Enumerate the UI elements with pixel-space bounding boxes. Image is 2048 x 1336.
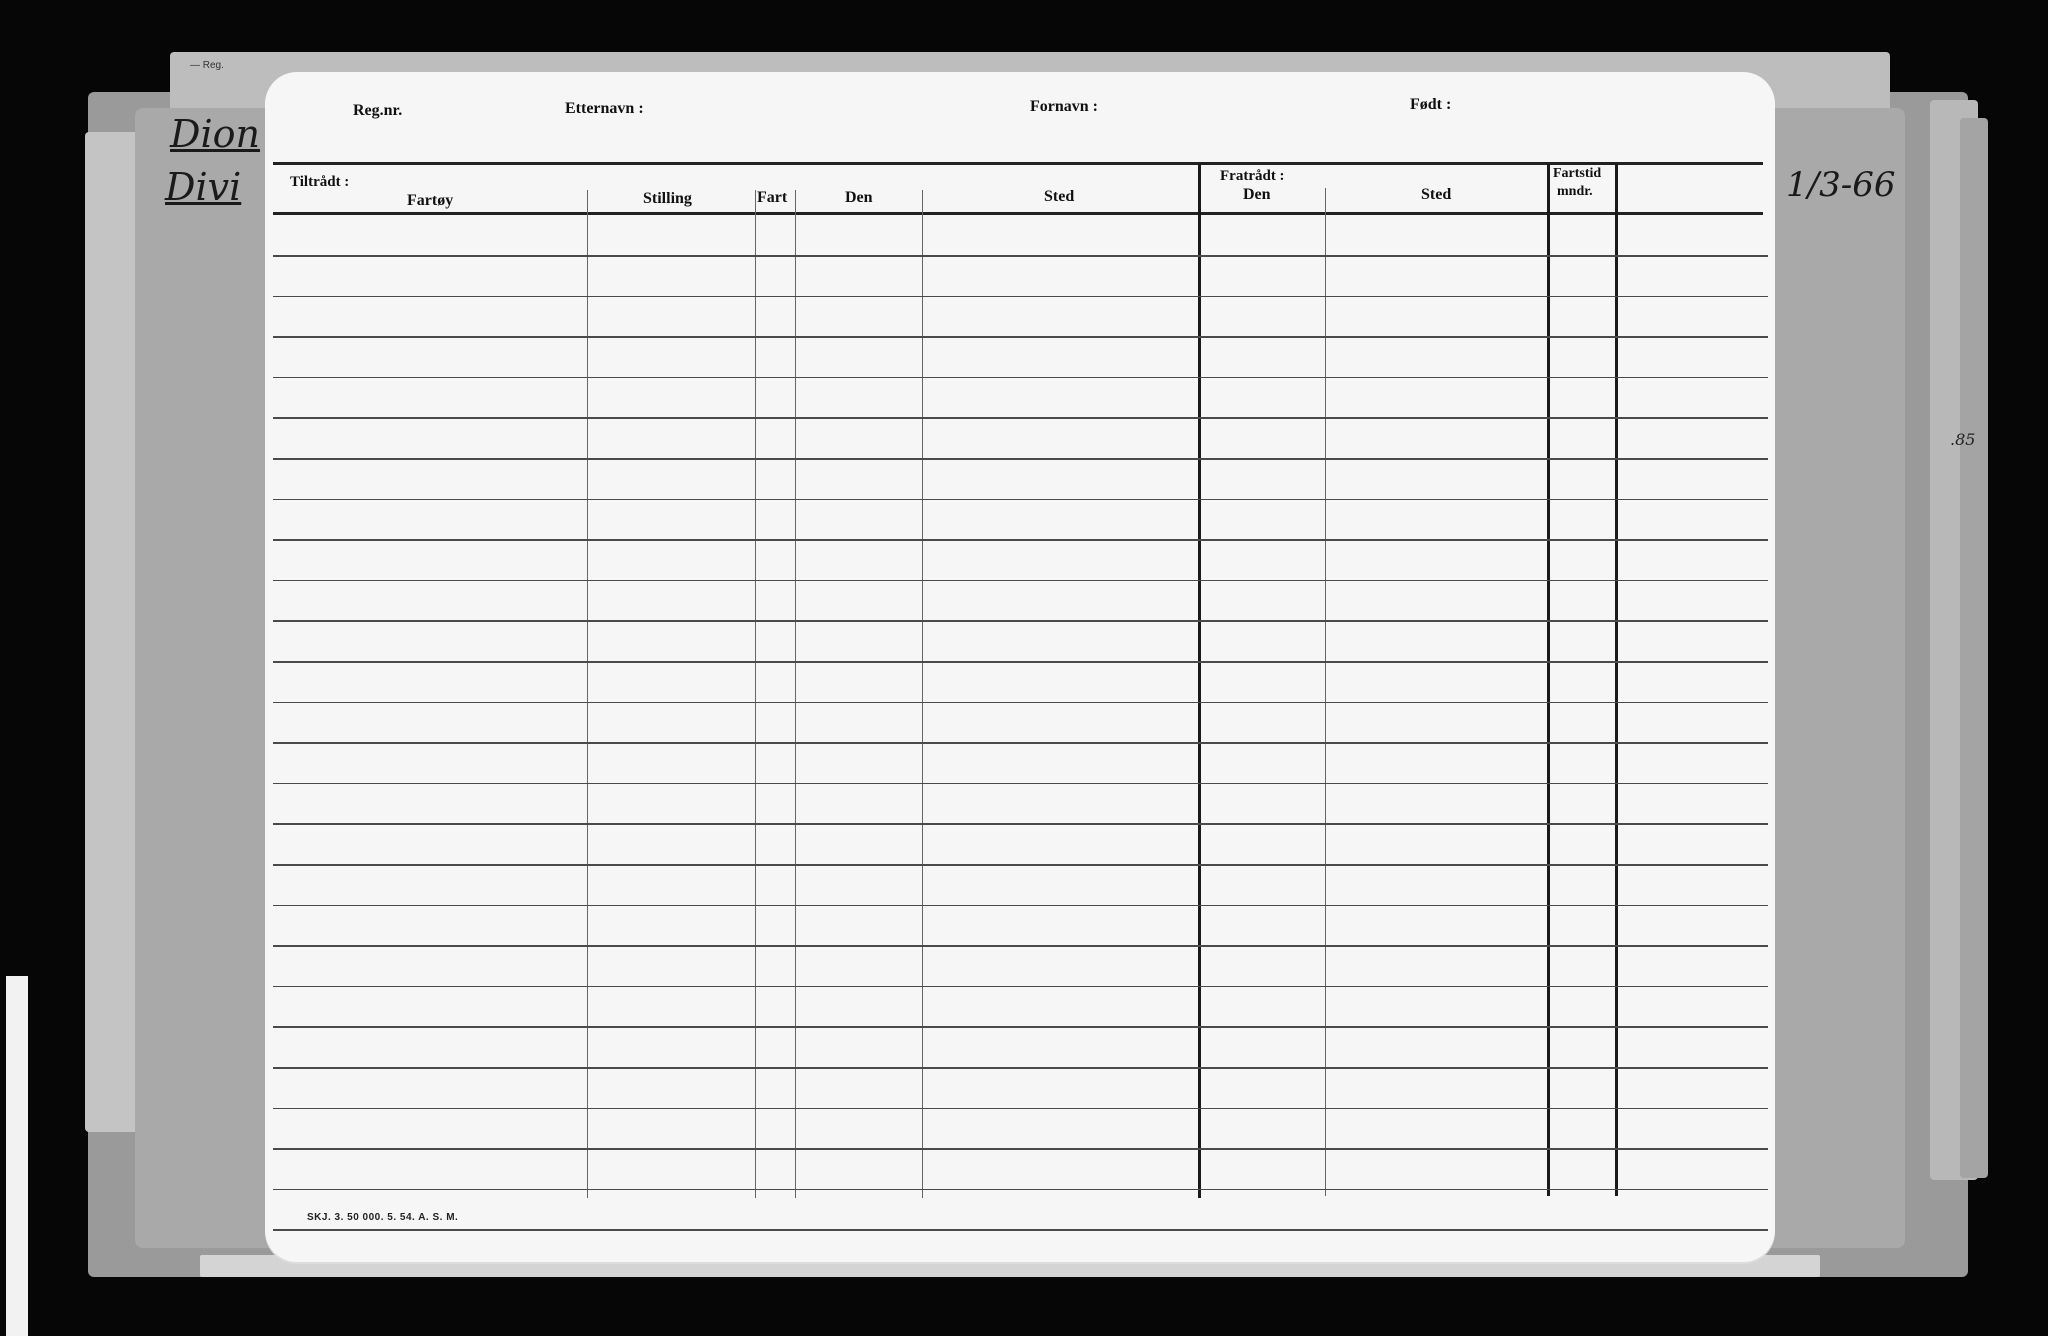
fratradt-label: Fratrådt : bbox=[1220, 168, 1285, 184]
table-row-line bbox=[273, 1067, 1768, 1069]
form-print-code: SKJ. 3. 50 000. 5. 54. A. S. M. bbox=[307, 1212, 459, 1223]
col-divider-fart-den bbox=[795, 190, 796, 1198]
header-bottom-rule bbox=[273, 212, 1763, 215]
table-row-line bbox=[273, 1026, 1768, 1028]
white-strip bbox=[6, 976, 28, 1336]
col-fart-header: Fart bbox=[757, 189, 788, 206]
register-card bbox=[265, 72, 1775, 1262]
table-row-line bbox=[273, 499, 1768, 501]
table-row-line bbox=[273, 377, 1768, 379]
col-den-header: Den bbox=[845, 189, 873, 206]
etternavn-label: Etternavn : bbox=[565, 100, 644, 117]
table-row-line bbox=[273, 1229, 1768, 1231]
handwritten-date: 1/3-66 bbox=[1786, 165, 1896, 205]
handwritten-side-note: .85 bbox=[1950, 430, 1976, 449]
tiltradt-label: Tiltrådt : bbox=[290, 174, 350, 190]
table-row-line bbox=[273, 783, 1768, 785]
table-row-line bbox=[273, 661, 1768, 663]
table-row-line bbox=[273, 1189, 1768, 1191]
col-mndr-header: mndr. bbox=[1557, 184, 1593, 199]
col-divider-stilling-fart bbox=[755, 190, 756, 1198]
table-row-line bbox=[273, 296, 1768, 298]
table-row-line bbox=[273, 945, 1768, 947]
table-row-line bbox=[273, 864, 1768, 866]
fornavn-label: Fornavn : bbox=[1030, 98, 1098, 115]
fodt-label: Født : bbox=[1410, 96, 1452, 113]
col-fartstid-header: Fartstid bbox=[1553, 166, 1602, 181]
background-card-right-edge-2 bbox=[1960, 118, 1988, 1178]
col-sted-header: Sted bbox=[1044, 188, 1075, 205]
table-row-line bbox=[273, 702, 1768, 704]
header-top-rule bbox=[273, 162, 1763, 165]
col-fartoy-header: Fartøy bbox=[407, 192, 454, 209]
col-divider-fartstid-end bbox=[1615, 164, 1618, 1196]
col-stilling-header: Stilling bbox=[643, 190, 692, 207]
table-row-line bbox=[273, 1108, 1768, 1110]
col-divider-tiltradt-fratradt bbox=[1198, 164, 1201, 1198]
table-row-line bbox=[273, 417, 1768, 419]
table-row-line bbox=[273, 1148, 1768, 1150]
col-divider-den-sted-2 bbox=[1325, 188, 1326, 1196]
col-divider-fartoy-stilling bbox=[587, 190, 588, 1198]
col-fratradt-sted-header: Sted bbox=[1421, 186, 1452, 203]
table-row-line bbox=[273, 255, 1768, 257]
handwritten-surname-line-2: Divi bbox=[165, 165, 242, 209]
table-row-line bbox=[273, 986, 1768, 988]
handwritten-surname-line-1: Dion bbox=[170, 112, 260, 156]
table-row-line bbox=[273, 742, 1768, 744]
table-row-line bbox=[273, 580, 1768, 582]
table-row-line bbox=[273, 458, 1768, 460]
table-row-line bbox=[273, 823, 1768, 825]
reg-nr-label: Reg.nr. bbox=[353, 102, 403, 119]
table-row-line bbox=[273, 336, 1768, 338]
background-tab-label: — Reg. bbox=[190, 60, 224, 71]
col-fratradt-den-header: Den bbox=[1243, 186, 1271, 203]
col-divider-den-sted bbox=[922, 190, 923, 1198]
table-row-line bbox=[273, 620, 1768, 622]
col-divider-sted-fartstid bbox=[1547, 164, 1550, 1196]
table-row-line bbox=[273, 905, 1768, 907]
table-row-line bbox=[273, 539, 1768, 541]
